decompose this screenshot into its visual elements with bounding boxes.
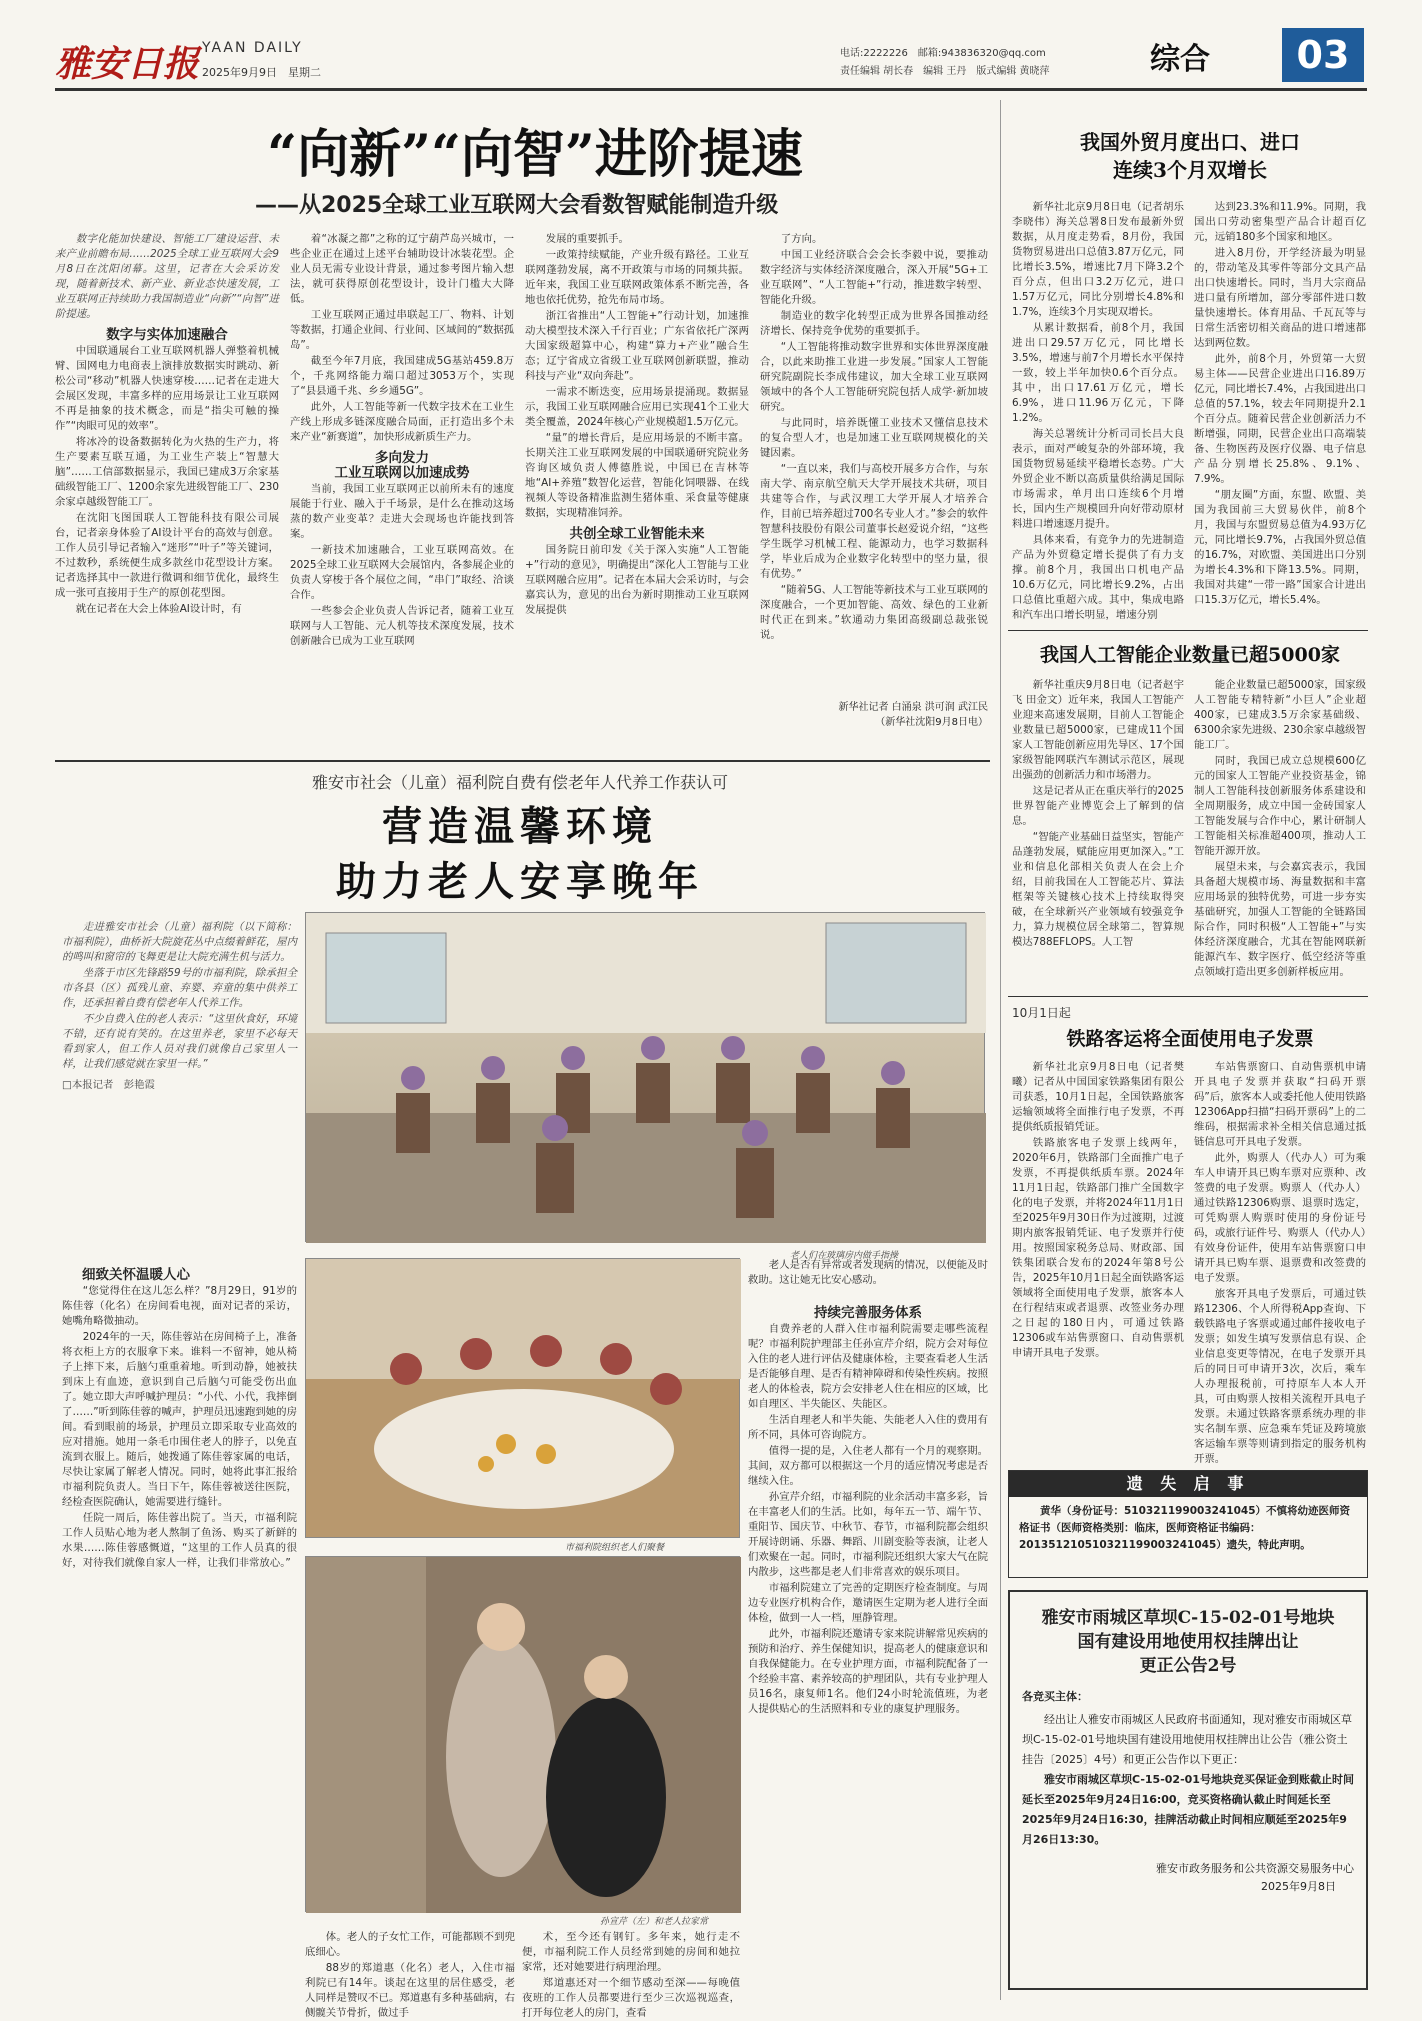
page-number: 03 — [1282, 28, 1364, 82]
paragraph: 此外，前8个月，外贸第一大贸易主体——民营企业进出口16.89万亿元，同比增长7.4%，占我国进出口总值的57.1%，较去年同期提升2.1个百分点。随着民营企业创新活力不断增强，同期，民营企业出口高端装备、生物医药及医疗仪器、电子信息产品分别增长25.8%、9.1%、7.9%。 — [1194, 353, 1366, 485]
lost-notice-title: 遗 失 启 事 — [1009, 1471, 1367, 1497]
paragraph: 新华社重庆9月8日电（记者赵宇飞 田金文）近年来，我国人工智能产业迎来高速发展期，目前人工智能企业数量已超5000家，已建成11个国家人工智能创新应用先导区、17个国家级智能网联汽车测试示范区，展现出强劲的创新活力和市场潜力。 — [1012, 679, 1184, 781]
land-notice-body-1: 经出让人雅安市雨城区人民政府书面通知，现对雅安市雨城区草坝C-15-02-01号地块国有建设用地使用权挂牌出让公告（雅公资土挂告〔2025〕4号）和更正公告作以下更正： — [1022, 1713, 1352, 1766]
masthead-latin: YAAN DAILY — [202, 40, 303, 56]
ai-title: 我国人工智能企业数量已超5000家 — [1040, 644, 1340, 666]
paragraph: 一些参会企业负责人告诉记者，随着工业互联网与人工智能、元人机等技术深度发展，技术创新融合已成为工业互联网 — [290, 605, 514, 647]
lead-intro: 数字化能加快建设、智能工厂建设运营、未来产业前瞻布局……2025全球工业互联网大会9月8日在沈阳闭幕。这里，记者在大会采访发现，随着新技术、新产业、新业态快速发展，工业互联网正持续助力我国制造业“向新”“向智”进阶提速。 — [55, 233, 279, 320]
photo-illustration — [306, 1557, 741, 1913]
paragraph: 从累计数据看，前8个月，我国进出口29.57万亿元，同比增长3.5%，增速与前7个月增长水平保持一致，较上半年加快0.6个百分点。其中，出口17.61万亿元，增长6.9%，进口11.96万亿元，下降1.2%。 — [1012, 322, 1184, 424]
paragraph: 一新技术加速融合，工业互联网高效。在2025全球工业互联网大会展馆内，各参展企业的负责人穿梭于各个展位之间，“串门”取经、洽谈合作。 — [290, 544, 514, 601]
paragraph: 一政策持续赋能，产业升级有路径。工业互联网蓬勃发展，离不开政策与市场的同频共振。近年来，我国工业互联网政策体系不断完善，各地也依托优势，抢先布局市场。 — [525, 249, 749, 306]
column-divider — [1000, 100, 1001, 2000]
paragraph: 制造业的数字化转型正成为世界各国推动经济增长、保持竞争优势的重要抓手。 — [760, 310, 988, 337]
land-notice-box — [1008, 1590, 1368, 1990]
masthead-rule — [55, 88, 1367, 91]
rail-title: 铁路客运将全面使用电子发票 — [1066, 1028, 1314, 1050]
paragraph: 旅客开具电子发票后，可通过铁路12306、个人所得税App查询、下载铁路电子客票或通过邮件接收电子发票；如发生填写发票信息有误、企业信息变更等情况，在电子发票开具后的同日可申请开3次，次后，乘车人办理报税前，可持原车人本人开具，可由购票人按相关流程开具电子发票。未通过铁路客票系统办理的非实名制车票、应急乘车凭证及跨境旅客运输车票等则请到指定的服务机构开票。 — [1194, 1288, 1366, 1465]
paragraph: 体。老人的子女忙工作，可能都顾不到兜底细心。 — [305, 1931, 515, 1958]
paragraph: “一直以来，我们与高校开展多方合作，与东南大学、南京航空航天大学开展技术共研，项目共建等合作，与武汉理工大学开展人才培养合作，目前已培养超过700名专业人才。”参会的软件智慧科技股份有限公司董事长赵爱说介绍，“这些学生既学习机械工程、能源动力，也学习数据科学，毕业后成为企业数字化转型中的坚力量，很有优势。” — [760, 463, 988, 580]
paragraph: 工业互联网正通过串联起工厂、物料、计划等数据，打通企业间、行业间、区域间的“数据孤岛”。 — [290, 309, 514, 351]
paragraph: “朋友圈”方面，东盟、欧盟、美国为我国前三大贸易伙伴，前8个月，我国与东盟贸易总值为4.93万亿元，同比增长9.7%，占我国外贸总值的16.7%，对欧盟、美国进出口分别为增长4.3%和下降13.5%。同期，我国对共建“一带一路”国家合计进出口15.3万亿元，增长5.4%。 — [1194, 489, 1366, 606]
paragraph: 将冰冷的设备数据转化为火热的生产力，将生产要素互联互通，为工业生产装上“智慧大脑”……工信部数据显示，我国已建成3万余家基础级智能工厂、1200余家先进级智能工厂、230余家卓越级智能工厂。 — [55, 436, 279, 508]
paragraph: 着“冰凝之都”之称的辽宁葫芦岛兴城市，一些企业正在通过上述平台辅助设计冰装花型。企业人员无需专业设计背景，通过参考图片输入想法，就可获得原创花型设计，设计门槛大大降低。 — [290, 233, 514, 305]
lead-column-4 — [760, 232, 988, 754]
land-notice-greeting: 各竞买主体： — [1022, 1690, 1088, 1703]
trade-column-a — [1012, 200, 1184, 620]
paragraph: 这是记者从正在重庆举行的2025世界智能产业博览会上了解到的信息。 — [1012, 785, 1184, 827]
paragraph: 任院一周后，陈佳蓉出院了。当天，市福利院工作人员贴心地为老人熬制了鱼汤、购买了新鲜的水果……陈佳蓉感慨道，“这里的工作人员真的很好，对待我们就像自家人一样，让我们非常放心。” — [62, 1512, 297, 1569]
paragraph: 中国工业经济联合会会长李毅中说，要推动数字经济与实体经济深度融合，深入开展“5G+工业互联网”、“人工智能+”行动，推进数字转型、智能化升级。 — [760, 249, 988, 306]
photo-finger-exercise — [305, 912, 985, 1242]
feature-intro-2: 坐落于市区先锋路59号的市福利院，除承担全市各县（区）孤残儿童、弃婴、弃童的集中供养工作，还承担着自费有偿老年人代养工作。 — [62, 967, 297, 1009]
paragraph: 达到23.3%和11.9%。同期，我国出口劳动密集型产品合计超百亿元，远销180多个国家和地区。 — [1194, 201, 1366, 243]
trade-title: 我国外贸月度出口、进口 连续3个月双增长 — [1080, 130, 1300, 182]
lead-subhead-2: 多向发力 工业互联网以加速成势 — [334, 450, 470, 481]
paragraph: 2024年的一天，陈佳蓉站在房间椅子上，准备将衣柜上方的衣服拿下来。谁料一不留神，她从椅子上摔下来，后脑勺重重着地。听到动静，她被扶到床上有血迹，意识到自己后脑勺可能受伤出血了。她立即大声呼喊护理员：“小代、小代，我摔倒了……”听到陈佳蓉的喊声，护理员迅速跑到她的房间。看到眼前的场景，护理员立即采取专业高效的应对措施。她用一条毛巾围住老人的脖子，以免直流到衣服上。随后，她拨通了陈佳蓉家属的电话，尽快让家属了解老人情况。同时，她将此事汇报给市福利院负责人。当日下午，陈佳蓉被送往医院，经检查医院确认，她需要进行缝针。 — [62, 1331, 297, 1508]
trade-column-b — [1194, 200, 1366, 620]
paragraph: 生活自理老人和半失能、失能老人入住的费用有所不同，具体可咨询院方。 — [748, 1414, 988, 1441]
lead-subhead-1: 数字与实体加速融合 — [106, 327, 228, 343]
paragraph: 此外，市福利院还邀请专家来院讲解常见疾病的预防和治疗、养生保健知识，提高老人的健康意识和自我保健能力。在专业护理方面，市福利院配备了一个经验丰富、素养较高的护理团队，共有专业护理人员16名，康复师1名。他们24小时轮流值班，为老人提供贴心的生活照料和专业的康复护理服务。 — [748, 1628, 988, 1715]
feature-column-4 — [748, 1258, 988, 1298]
paragraph: 当前，我国工业互联网正以前所未有的速度展能于行业、融入于千场景，是什么在推动这场蒸的数产业变革？走进大会现场也许能找到答案。 — [290, 483, 514, 540]
paragraph: 郑道惠还对一个细节感动至深——每晚值夜班的工作人员都要进行至少三次巡视巡查，打开每位老人的房门，查看 — [522, 1977, 740, 2019]
photo-caption-3: 孙宣芹（左）和老人拉家常 — [600, 1917, 709, 1927]
paragraph: 截至今年7月底，我国建成5G基站459.8万个，千兆网络能力端口超过3053万个，实现了“县县通千兆、乡乡通5G”。 — [290, 355, 514, 397]
divider — [55, 760, 990, 762]
paragraph: “您觉得住在这儿怎么样？”8月29日，91岁的陈佳蓉（化名）在房间看电视，面对记者的采访，她嘴角略微抽动。 — [62, 1285, 297, 1327]
feature-column-5 — [748, 1300, 988, 1990]
paragraph: 中国联通展台工业互联网机器人弹整着机械臂、国网电力电商表上演排放数据实时跳动、新松公司“移动”机器人快速穿梭……记者在走进大会展区发现，丰富多样的应用场景让工业互联网不再是抽象的技术概念，而是“指尖可触的操作”“肉眼可见的效率”。 — [55, 345, 279, 432]
feature-column-2 — [305, 1930, 515, 2019]
feature-title-1: 营造温馨环境 — [382, 803, 658, 850]
paragraph: 术，至今还有钢钉。多年来，她行走不便，市福利院工作人员经常到她的房间和她拉家常，还对她要进行病理治理。 — [522, 1931, 740, 1973]
paragraph: 车站售票窗口、自动售票机申请开具电子发票并获取“扫码开票码”后，旅客本人或委托他人使用铁路12306App扫描“扫码开票码”上的二维码，根据需求补全相关信息通过抵链信息可开具电子发票。 — [1194, 1061, 1366, 1148]
paragraph: 一需求不断迭变，应用场景提涌现。数据显示，我国工业互联网融合应用已实现41个工业大类全覆盖，2024年核心产业规模超1.5万亿元。 — [525, 386, 749, 428]
feature-subhead-2: 持续完善服务体系 — [814, 1305, 922, 1321]
paragraph: 了方向。 — [780, 233, 823, 245]
photo-illustration — [306, 913, 986, 1243]
masthead-date: 2025年9月9日 星期二 — [202, 66, 321, 79]
lead-column-3 — [525, 232, 749, 754]
paragraph: 值得一提的是，入住老人都有一个月的观察期。其间，双方都可以根据这一个月的适应情况考虑是否继续入住。 — [748, 1445, 988, 1487]
paragraph: “随着5G、人工智能等新技术与工业互联网的深度融合，一个更加智能、高效、绿色的工业新时代正在到来。”软通动力集团高级副总裁张锐说。 — [760, 584, 988, 641]
paragraph: “智能产业基础日益坚实，智能产品蓬勃发展，赋能应用更加深入。”工业和信息化部相关负责人在会上介绍，目前我国在人工智能芯片、算法框架等关键核心技术上持续取得突破，在全球新兴产业领域有较强竞争力，算力规模位居全球第二，智算规模达788EFLOPS。人工智 — [1012, 831, 1184, 948]
feature-title-2: 助力老人安享晚年 — [336, 858, 704, 905]
feature-intro-3: 不少自费入住的老人表示：“这里伙食好，环境不错，还有说有笑的。在这里养老，家里不必每天看到家人，但工作人员对我们就像自己家里人一样，让我们感觉就在家里一样。” — [62, 1013, 297, 1070]
editors-line: 责任编辑 胡长春 编辑 王丹 版式编辑 黄晓萍 — [840, 66, 1050, 77]
ai-column-b — [1194, 678, 1366, 990]
paragraph: 市福利院建立了完善的定期医疗检查制度。与周边专业医疗机构合作，邀请医生定期为老人进行全面体检，做到一人一档，厘静管理。 — [748, 1582, 988, 1624]
lead-subhead-3: 共创全球工业智能未来 — [569, 526, 705, 542]
divider — [1008, 630, 1368, 631]
land-notice-title: 雅安市雨城区草坝C-15-02-01号地块 国有建设用地使用权挂牌出让 更正公告2号 — [1041, 1608, 1335, 1676]
lost-notice-box — [1008, 1470, 1368, 1578]
paragraph: 新华社北京9月8日电（记者樊曦）记者从中国国家铁路集团有限公司获悉，10月1日起，全国铁路旅客运输领域将全面推行电子发票，不再提供纸质报销凭证。 — [1012, 1061, 1184, 1133]
ai-column-a — [1012, 678, 1184, 990]
rail-column-b — [1194, 1060, 1366, 1465]
divider — [1008, 996, 1368, 997]
paragraph: 新华社北京9月8日电（记者胡乐 李晓伟）海关总署8日发布最新外贸数据，从月度走势看，8月份，我国货物贸易进出口总值3.87万亿元，同比增长3.5%，增速比7月下降3.2个百分点，但出口3.2万亿元，进口1.57万亿元，同比分别增长4.8%和1.7%，连续3个月实现双增长。 — [1012, 201, 1184, 318]
lead-byline: 新华社记者 白涌泉 洪可润 武江民 （新华社沈阳9月8日电） — [838, 702, 988, 728]
rail-column-a — [1012, 1060, 1184, 1460]
land-notice-signer: 雅安市政务服务和公共资源交易服务中心 — [1156, 1862, 1354, 1875]
paragraph: 能企业数量已超5000家，国家级人工智能专精特新“小巨人”企业超400家，已建成3.5万余家基础级、6300余家先进级、230余家卓越级智能工厂。 — [1194, 679, 1366, 751]
paragraph: 在沈阳飞图国联人工智能科技有限公司展台，记者亲身体验了AI设计平台的高效与创意。工作人员引导记者输入“迷形”“叶子”等关键词，不过数秒，系统便生成多款丝巾花型设计方案。记者选择其中一款进行微调和细节优化，最终生成一张可直接用于生产的原创花型图。 — [55, 512, 279, 599]
paragraph: 浙江省推出“人工智能+”行动计划，加速推动大模型技术深入千行百业；广东省依托广深两大国家级超算中心，构建“算力+产业”融合生态；辽宁省成立省级工业互联网创新联盟，推动科技与产业“双向奔赴”。 — [525, 310, 749, 382]
lead-subtitle: ——从2025全球工业互联网大会看数智赋能制造升级 — [255, 193, 779, 218]
paragraph: 海关总署统计分析司司长吕大良表示，面对严峻复杂的外部环境，我国货物贸易延续平稳增长态势。广大外贸企业不断以高质量供给满足国际市场需求，单月出口连续6个月增长，国内生产规模回升向好带动原材料进口增速逐月提升。 — [1012, 428, 1184, 530]
paragraph: 此外，购票人（代办人）可为乘车人申请开具已购车票对应票种、改签费的电子发票。购票人（代办人）通过铁路12306购票、退票时选定，可凭购票人购票时使用的身份证号码，或旅行证件号、购票人（代办人）有效身份证件，使用车站售票窗口申请开具已购车票、退票费和改签费的电子发票。 — [1194, 1152, 1366, 1284]
paragraph: 孙宣芹介绍，市福利院的业余活动丰富多彩，旨在丰富老人们的生活。比如，每年五一节、端午节、重阳节、国庆节、中秋节、春节，市福利院都会组织开展诗朗诵、乐器、舞蹈、川剧变脸等表演，让老人们欢聚在一起。同时，市福利院还组织大家大气在院内散步，这些都是老人们非常喜欢的娱乐项目。 — [748, 1491, 988, 1578]
feature-kicker: 雅安市社会（儿童）福利院自费有偿老年人代养工作获认可 — [311, 773, 728, 792]
paragraph: 展望未来，与会嘉宾表示，我国具备超大规模市场、海量数据和丰富应用场景的独特优势，可进一步夯实基础研究，加强人工智能的全链路国际合作，同时积极“人工智能+”与实体经济深度融合，尤其在智能网联新能源汽车、数字医疗、低空经济等重点领域打造出更多创新样板应用。 — [1194, 861, 1366, 978]
lead-column-1 — [55, 232, 279, 754]
land-notice-date: 2025年9月8日 — [1261, 1880, 1336, 1893]
lost-notice-body: 黄华（身份证号：510321199003241045）不慎将幼迹医师资格证书（医师资格类别：临床，医师资格证书编码：201351210510321199003241045）遗失，特此声明。 — [1019, 1505, 1351, 1551]
lead-title: “向新”“向智”进阶提速 — [267, 124, 803, 185]
photo-dinner-gathering — [305, 1258, 740, 1538]
masthead-logo: 雅安日报 — [55, 43, 200, 85]
rail-kicker: 10月1日起 — [1012, 1006, 1071, 1020]
paragraph: 同时，我国已成立总规模600亿元的国家人工智能产业投资基金，锦制人工智能科技创新服务体系建设和全周期服务，成立中国一金砖国家人工智能发展与合作中心，累计研制人工智能相关标准超400项，推动人工智能开源开放。 — [1194, 755, 1366, 857]
photo-chatting — [305, 1556, 740, 1912]
paragraph: 就在记者在大会上体验AI设计时，有 — [75, 603, 242, 615]
feature-subhead-1: 细致关怀温暖人心 — [82, 1267, 190, 1283]
feature-column-3 — [522, 1930, 740, 2019]
contact-line: 电话:2222226 邮箱:943836320@qq.com — [840, 48, 1046, 59]
paragraph: 铁路旅客电子发票上线两年，2020年6月，铁路部门全面推广电子发票，不再提供纸质车票。2024年11月1日起，铁路部门推广全国数字化的电子发票，并将2024年11月1日至2025年9月30日作为过渡期，过渡期内旅客报销凭证、电子发票并行使用。按照国家税务总局、财政部、国铁集团联合发布的2024年第8号公告，2025年10月1日起全面铁路客运领域将全面使用电子发票，旅客本人在行程结束或者退票、改签业务办理之日起的180日内，可通过铁路12306或车站售票窗口、自动售票机申请开具电子发票。 — [1012, 1137, 1184, 1359]
paragraph: 此外，人工智能等新一代数字技术在工业生产线上形成多链深度融合局面，正打造出多个未来产业“新赛道”，加快形成新质生产力。 — [290, 401, 514, 443]
paragraph: “人工智能将推动数字世界和实体世界深度融合，以此来助推工业进一步发展。”国家人工智能研究院副院长李成伟建议，加大全球工业互联网领域中的各个人工智能研究院包括人成学·新加坡研究。 — [760, 341, 988, 413]
paragraph: 自费养老的人群入住市福利院需要走哪些流程呢？市福利院护理部主任孙宣芹介绍，院方会对每位入住的老人进行评估及健康体检，主要查看老人生活是否能够自理、是否有精神障碍和传染性疾病。按照老人的体检表，院方会安排老人住在相应的区域，比如自理区、半失能区、失能区。 — [748, 1323, 988, 1410]
paragraph: 老人是否有异常或者发现病的情况，以便能及时救助。这让她无比安心感动。 — [748, 1259, 988, 1286]
feature-column-1 — [62, 1262, 297, 1992]
feature-reporter: □本报记者 彭艳霞 — [62, 1079, 155, 1091]
paragraph: 进入8月份，开学经济最为明显的，带动笔及其零件等部分文具产品出口快速增长。同时，当月大宗商品进口量有所增加，部分零部件进口数量快速增长。体育用品、千瓦瓦等与日常生活密切相关商品的进口增速都达到两位数。 — [1194, 247, 1366, 349]
section-name: 综合 — [1150, 42, 1210, 77]
paragraph: 国务院日前印发《关于深入实施“人工智能+”行动的意见》，明确提出“深化人工智能与工业互联网融合应用”。记者在本届大会采访时，与会嘉宾认为，意见的出台为新时期推动工业互联网发展提供 — [525, 544, 749, 616]
feature-intro-box — [62, 920, 297, 1190]
feature-intro: 走进雅安市社会（儿童）福利院（以下简称：市福利院），曲桥祈大院旋花丛中点缀着鲜花，屋内的鸣叫和窗帘的飞舞更是让大院充满生机与活力。 — [62, 921, 297, 963]
paragraph: 具体来看，有竞争力的先进制造产品为外贸稳定增长提供了有力支撑。前8个月，我国出口机电产品10.6万亿元，同比增长9.2%，占出口总值比重超六成。其中，集成电路和汽车出口增长明显，增速分别 — [1012, 534, 1184, 621]
paragraph: 发展的重要抓手。 — [545, 233, 629, 245]
paragraph: 88岁的郑道惠（化名）老人，入住市福利院已有14年。谈起在这里的居住感受，老人同样是赞叹不已。郑道惠有多种基础病，右侧髋关节骨折，做过手 — [305, 1962, 515, 2019]
lead-column-2 — [290, 232, 514, 754]
paragraph: 与此同时，培养既懂工业技术又懂信息技术的复合型人才，也是加速工业互联网规模化的关键因素。 — [760, 417, 988, 459]
photo-caption-1: 老人们在玻璃房内做手指操 — [790, 1251, 899, 1261]
photo-caption-2: 市福利院组织老人们聚餐 — [565, 1543, 665, 1553]
photo-illustration — [306, 1259, 741, 1539]
paragraph: “量”的增长背后，是应用场景的不断丰富。长期关注工业互联网发展的中国联通研究院业务咨询区域负责人傅德胜说，中国已在吉林等地“AI+养殖”数智化运营，智能化饲喂器、在线视频人等设备精准监测生猪体重、采食量等健康数据，实现精准饲养。 — [525, 432, 749, 519]
land-notice-body-2: 雅安市雨城区草坝C-15-02-01号地块竞买保证金到账截止时间延长至2025年9月24日16:00，竞买资格确认截止时间延长至2025年9月24日16:30，挂牌活动截止时间相应顺延至2025年9月26日13:30。 — [1022, 1773, 1354, 1846]
